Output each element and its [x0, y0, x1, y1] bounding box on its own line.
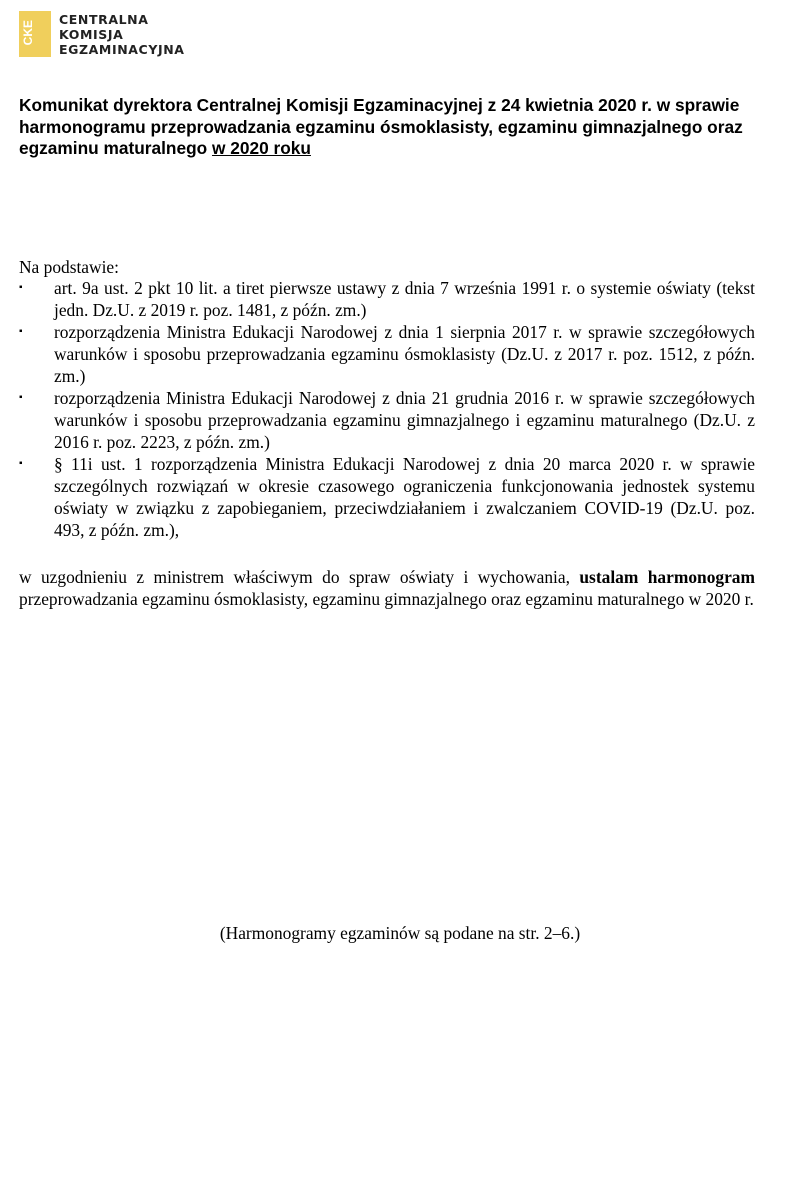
closing-after: przeprowadzania egzaminu ósmoklasisty, egzaminu gimnazjalnego oraz egzaminu maturalnego w 2020 r. — [19, 589, 754, 609]
list-item — [19, 453, 755, 541]
cke-logo-mark — [19, 11, 51, 57]
list-item-text: rozporządzenia Ministra Edukacji Narodowej z dnia 1 sierpnia 2017 r. w sprawie szczegółowych warunków i sposobu przeprowadzania egzaminu ósmoklasisty (Dz.U. z 2017 r. poz. 1512, z późn. zm.) — [54, 322, 755, 386]
title-main: Komunikat dyrektora Centralnej Komisji Egzaminacyjnej z 24 kwietnia 2020 r. w sprawie harmonogramu przeprowadzania egzaminu ósmoklasisty, egzaminu gimnazjalnego oraz egzaminu maturalnego — [19, 95, 743, 158]
logo-line-2: KOMISJA — [59, 26, 124, 42]
list-item-text: art. 9a ust. 2 pkt 10 lit. a tiret pierwsze ustawy z dnia 7 września 1991 r. o systemie oświaty (tekst jedn. Dz.U. z 2019 r. poz. 1481, z późn. zm.) — [54, 278, 755, 320]
logo-line-3: EGZAMINACYJNA — [59, 41, 185, 57]
bullet-icon: ▪ — [19, 458, 23, 469]
list-item — [19, 277, 755, 321]
title-underlined: w 2020 roku — [212, 138, 311, 158]
cke-logo-mark-text: CKE — [21, 20, 35, 46]
list-item-text: § 11i ust. 1 rozporządzenia Ministra Edukacji Narodowej z dnia 20 marca 2020 r. w sprawie szczególnych rozwiązań w okresie czasowego ograniczenia funkcjonowania jednostek systemu oświaty w związku z zapobieganiem, przeciwdziałaniem i zwalczaniem COVID-19 (Dz.U. poz. 493, z późn. zm.), — [54, 454, 755, 540]
bullet-icon: ▪ — [19, 326, 23, 337]
list-item — [19, 321, 755, 387]
document-title — [19, 95, 784, 160]
footer-note: (Harmonogramy egzaminów są podane na str. 2–6.) — [219, 923, 581, 943]
bullet-icon: ▪ — [19, 392, 23, 403]
cke-logo-wordmark — [59, 12, 185, 57]
cke-logo — [19, 8, 185, 60]
closing-before: w uzgodnieniu z ministrem właściwym do spraw oświaty i wychowania, — [19, 567, 580, 587]
bullet-icon: ▪ — [19, 282, 23, 293]
list-item-text: rozporządzenia Ministra Edukacji Narodowej z dnia 21 grudnia 2016 r. w sprawie szczegółowych warunków i sposobu przeprowadzania egzaminu gimnazjalnego i egzaminu maturalnego (Dz.U. z 2016 r. poz. 2223, z późn. zm.) — [54, 388, 755, 452]
legal-bases-list — [19, 277, 755, 541]
logo-line-1: CENTRALNA — [59, 11, 149, 27]
closing-paragraph — [19, 566, 755, 610]
closing-bold: ustalam harmonogram — [579, 567, 755, 587]
intro-text: Na podstawie: — [19, 257, 119, 277]
list-item — [19, 387, 755, 453]
